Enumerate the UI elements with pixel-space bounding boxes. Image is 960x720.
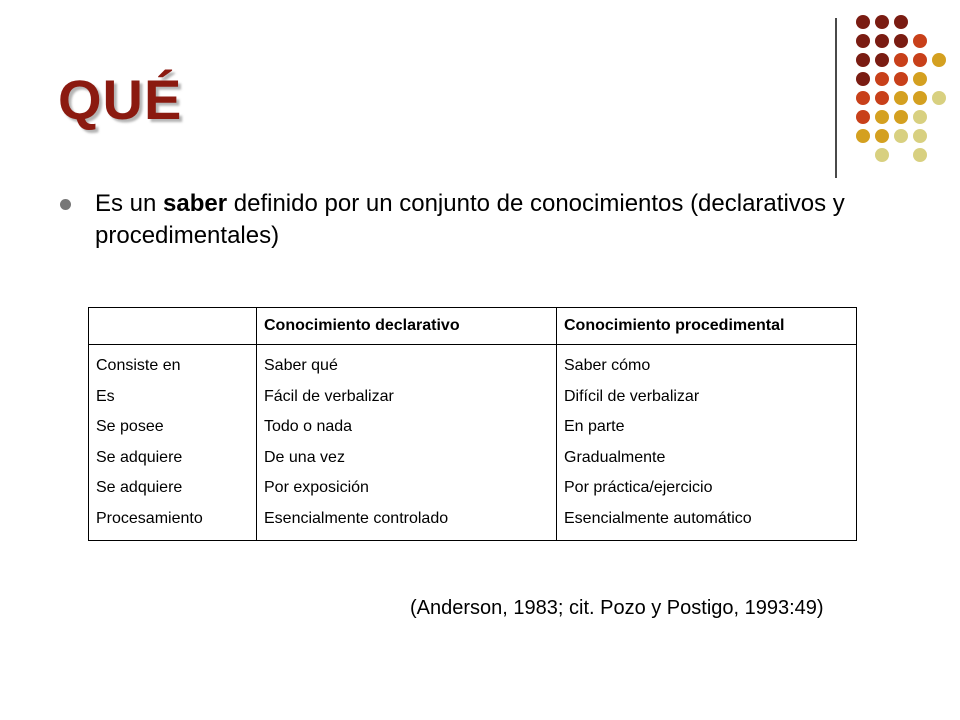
decorative-dot-icon — [875, 15, 889, 29]
decorative-dot-icon — [894, 129, 908, 143]
bullet-prefix: Es un — [95, 190, 164, 217]
decorative-dot-icon — [894, 110, 908, 124]
citation: (Anderson, 1983; cit. Pozo y Postigo, 1993:49) — [410, 597, 824, 619]
decorative-dot-icon — [875, 148, 889, 162]
decorative-dot-icon — [913, 110, 927, 124]
bullet-marker-icon — [60, 199, 71, 210]
decorative-dot-icon — [913, 129, 927, 143]
decorative-dot-icon — [856, 129, 870, 143]
decorative-dot-icon — [913, 34, 927, 48]
declarative-value: De una vez — [264, 448, 345, 466]
decorative-dot-icon — [894, 72, 908, 86]
procedural-value: Gradualmente — [564, 448, 666, 466]
procedural-value: En parte — [564, 418, 625, 435]
bullet-text — [95, 188, 870, 252]
row-label: Procesamiento — [96, 509, 203, 527]
procedural-values-cell — [557, 345, 857, 541]
table-header-row — [89, 308, 857, 345]
decorative-dot-icon — [875, 91, 889, 105]
row-labels-cell — [89, 345, 257, 541]
decorative-dot-icon — [894, 34, 908, 48]
header-procedural: Conocimiento procedimental — [557, 308, 857, 345]
decorative-dot-icon — [875, 34, 889, 48]
bullet-suffix: definido por un conjunto de conocimientos (declarativos y procedimentales) — [95, 190, 845, 249]
table-body-row — [89, 345, 857, 541]
decorative-dot-icon — [894, 15, 908, 29]
declarative-value: Fácil de verbalizar — [264, 387, 394, 405]
decorative-dot-icon — [875, 53, 889, 67]
procedural-value: Saber cómo — [564, 357, 651, 374]
declarative-value: Esencialmente controlado — [264, 509, 449, 527]
declarative-value: Por exposición — [264, 479, 369, 496]
decorative-dot-icon — [856, 15, 870, 29]
decorative-dot-icon — [913, 148, 927, 162]
row-label: Se adquiere — [96, 479, 183, 496]
bullet-emphasis: saber — [163, 190, 228, 217]
row-label: Se posee — [96, 418, 164, 435]
decorative-dot-icon — [856, 34, 870, 48]
declarative-value: Saber qué — [264, 357, 338, 374]
decorative-dot-icon — [875, 110, 889, 124]
decorative-dot-icon — [913, 72, 927, 86]
decorative-dot-icon — [932, 91, 946, 105]
decorative-divider — [835, 18, 837, 178]
decorative-dot-icon — [894, 53, 908, 67]
decorative-dot-icon — [875, 129, 889, 143]
decorative-dot-icon — [856, 53, 870, 67]
decorative-dot-icon — [913, 53, 927, 67]
header-declarative: Conocimiento declarativo — [257, 308, 557, 345]
procedural-value: Difícil de verbalizar — [564, 387, 700, 405]
declarative-value: Todo o nada — [264, 418, 353, 435]
bullet-point — [60, 188, 870, 252]
decorative-dot-icon — [856, 110, 870, 124]
procedural-value: Por práctica/ejercicio — [564, 479, 713, 496]
row-label: Es — [96, 387, 115, 405]
header-empty-cell — [89, 308, 257, 345]
decorative-dot-icon — [913, 91, 927, 105]
row-label: Consiste en — [96, 357, 181, 374]
declarative-values-cell — [257, 345, 557, 541]
decorative-dot-icon — [932, 53, 946, 67]
decorative-dot-icon — [894, 91, 908, 105]
knowledge-comparison-table — [88, 307, 857, 541]
decorative-dot-icon — [856, 72, 870, 86]
decorative-dot-icon — [875, 72, 889, 86]
slide-title: QUÉ — [58, 68, 183, 131]
decorative-dot-icon — [856, 91, 870, 105]
row-label: Se adquiere — [96, 448, 183, 466]
procedural-value: Esencialmente automático — [564, 509, 752, 527]
knowledge-table-container — [88, 307, 857, 541]
